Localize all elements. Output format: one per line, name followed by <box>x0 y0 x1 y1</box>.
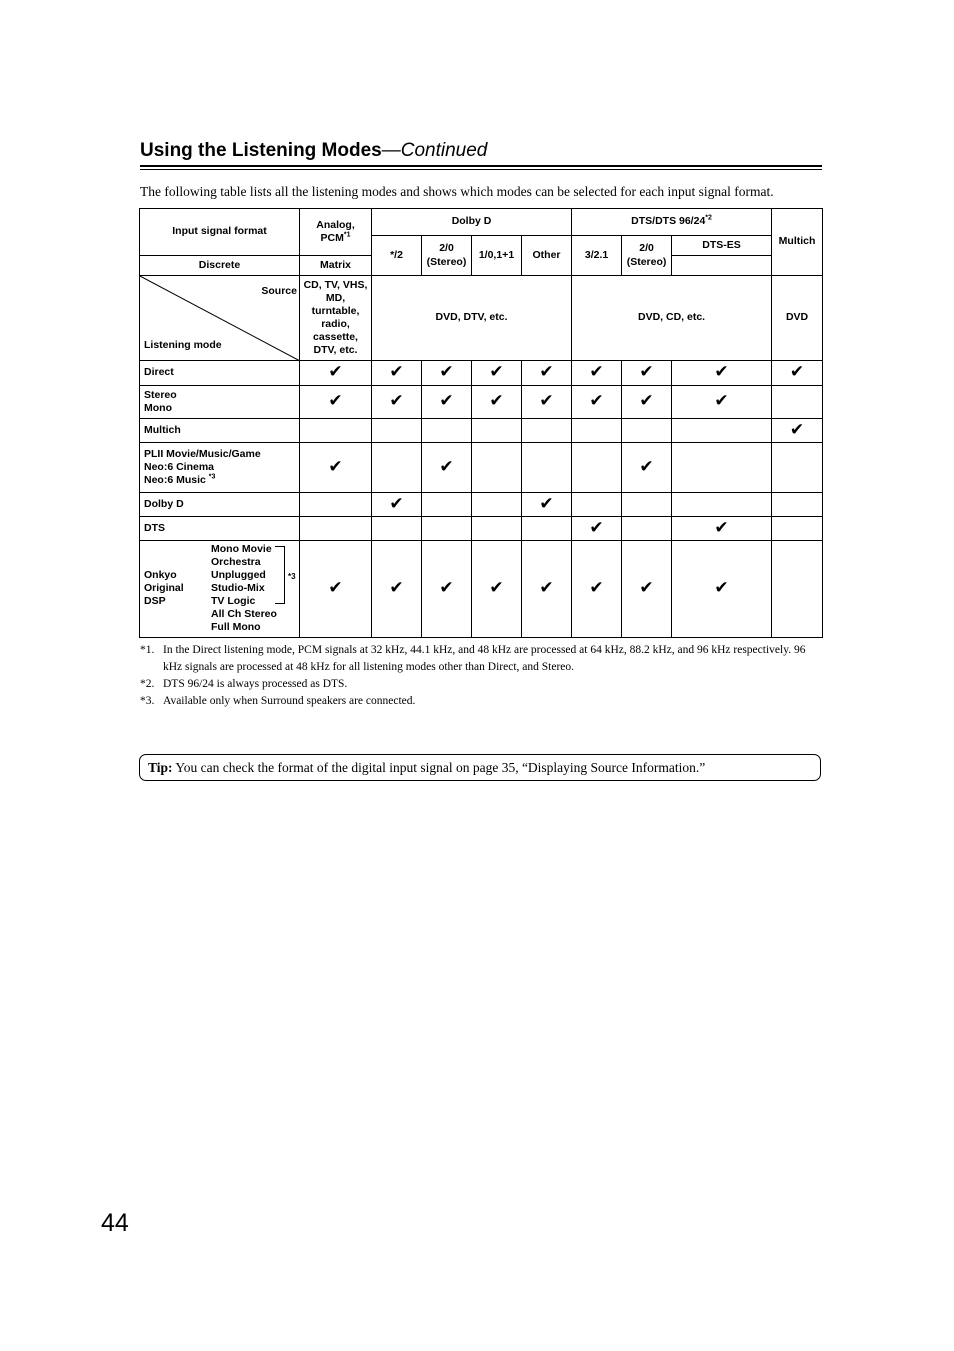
mode-pl2-neo6: PLII Movie/Music/Game Neo:6 Cinema Neo:6 Music $^{*3}$ <box>140 443 300 493</box>
footnote: *2. DTS 96/24 is always processed as DTS. <box>140 678 348 690</box>
check-mark: ✔ <box>672 541 772 638</box>
tip-label: Tip: <box>148 760 173 775</box>
dolby-20-stereo: 2/0 (Stereo) <box>422 236 472 276</box>
check-mark: ✔ <box>522 541 572 638</box>
dolby-10: 1/0,1+1 <box>472 236 522 276</box>
onkyo-dsp-label: Onkyo Original DSP <box>144 569 184 608</box>
footnote: *1. In the Direct listening mode, PCM signals at 32 kHz, 44.1 kHz, and 48 kHz are processed at 64 kHz, 88.2 kHz, and 96 kHz respectively. 96 kHz signals are processed at 48 kHz for all listening modes other than Direct, and Stereo. <box>140 644 806 673</box>
onkyo-dsp-modes: Mono Movie Orchestra Unplugged Studio-Mix TV Logic All Ch Stereo Full Mono <box>211 543 277 633</box>
source-label: Source <box>261 285 297 297</box>
heading-continued: —Continued <box>381 140 488 161</box>
check-mark: ✔ <box>422 361 472 386</box>
mode-stereo-mono: Stereo Mono <box>140 386 300 419</box>
table-row <box>140 541 823 638</box>
analog-pcm-header: Analog, PCM$^{*1}$ <box>300 209 372 256</box>
tip-text: You can check the format of the digital input signal on page 35, “Displaying Source Information.” <box>172 760 706 775</box>
dts-es-matrix: Matrix <box>300 256 372 276</box>
check-mark: ✔ <box>422 386 472 419</box>
multich-header: Multich <box>772 209 823 276</box>
check-mark: ✔ <box>672 517 772 541</box>
check-mark: ✔ <box>372 541 422 638</box>
table-row <box>140 361 823 386</box>
mode-onkyo-dsp <box>140 541 300 638</box>
check-mark: ✔ <box>622 541 672 638</box>
dts-es-header: DTS-ES <box>672 236 772 256</box>
check-mark: ✔ <box>300 443 372 493</box>
dolby-d-header: Dolby D <box>372 209 572 236</box>
check-mark: ✔ <box>300 541 372 638</box>
table-row <box>140 517 823 541</box>
empty-cell <box>772 386 823 419</box>
table-row <box>140 386 823 419</box>
check-mark: ✔ <box>472 361 522 386</box>
dts-header: DTS/DTS 96/24$^{*2}$ <box>572 209 772 236</box>
intro-text: The following table lists all the listening modes and shows which modes can be selected for each input signal format. <box>140 184 774 199</box>
check-mark: ✔ <box>622 386 672 419</box>
check-mark: ✔ <box>300 361 372 386</box>
table-row <box>140 493 823 517</box>
mode-multich: Multich <box>140 419 300 443</box>
table-row <box>140 419 823 443</box>
check-mark: ✔ <box>372 386 422 419</box>
heading-rule-thin <box>140 169 822 170</box>
check-mark: ✔ <box>472 386 522 419</box>
source-multich: DVD <box>772 276 823 361</box>
check-mark: ✔ <box>572 386 622 419</box>
heading-rule-thick <box>140 165 822 167</box>
check-mark: ✔ <box>422 443 472 493</box>
source-dolby: DVD, DTV, etc. <box>372 276 572 361</box>
dts-321: 3/2.1 <box>572 236 622 276</box>
source-listening-mode-cell <box>140 276 300 361</box>
check-mark: ✔ <box>372 493 422 517</box>
page-number: 44 <box>101 1209 129 1237</box>
check-mark: ✔ <box>522 386 572 419</box>
check-mark: ✔ <box>572 517 622 541</box>
heading-title: Using the Listening Modes <box>140 140 382 161</box>
source-dts: DVD, CD, etc. <box>572 276 772 361</box>
source-analog: CD, TV, VHS, MD, turntable, radio, cassette, DTV, etc. <box>300 276 372 361</box>
check-mark: ✔ <box>772 361 823 386</box>
footnote: *3. Available only when Surround speakers are connected. <box>140 695 416 707</box>
dts-20-stereo: 2/0 (Stereo) <box>622 236 672 276</box>
check-mark: ✔ <box>622 361 672 386</box>
check-mark: ✔ <box>472 541 522 638</box>
onkyo-note: *3 <box>288 572 296 581</box>
check-mark: ✔ <box>572 541 622 638</box>
mode-direct: Direct <box>140 361 300 386</box>
dolby-star2: */2 <box>372 236 422 276</box>
check-mark: ✔ <box>672 361 772 386</box>
check-mark: ✔ <box>422 541 472 638</box>
mode-dolby-d: Dolby D <box>140 493 300 517</box>
input-signal-format-header: Input signal format <box>140 209 300 256</box>
check-mark: ✔ <box>522 493 572 517</box>
table-row <box>140 443 823 493</box>
check-mark: ✔ <box>300 386 372 419</box>
check-mark: ✔ <box>772 419 823 443</box>
page-heading <box>140 140 487 162</box>
listening-modes-table <box>139 208 823 638</box>
check-mark: ✔ <box>522 361 572 386</box>
mode-dts: DTS <box>140 517 300 541</box>
check-mark: ✔ <box>672 386 772 419</box>
dts-es-discrete: Discrete <box>140 256 300 276</box>
dolby-other: Other <box>522 236 572 276</box>
footnotes <box>140 642 822 710</box>
listening-mode-label: Listening mode <box>144 338 222 351</box>
check-mark: ✔ <box>572 361 622 386</box>
mode-bracket <box>275 546 285 604</box>
check-mark: ✔ <box>622 443 672 493</box>
check-mark: ✔ <box>372 361 422 386</box>
tip-box <box>139 754 821 781</box>
